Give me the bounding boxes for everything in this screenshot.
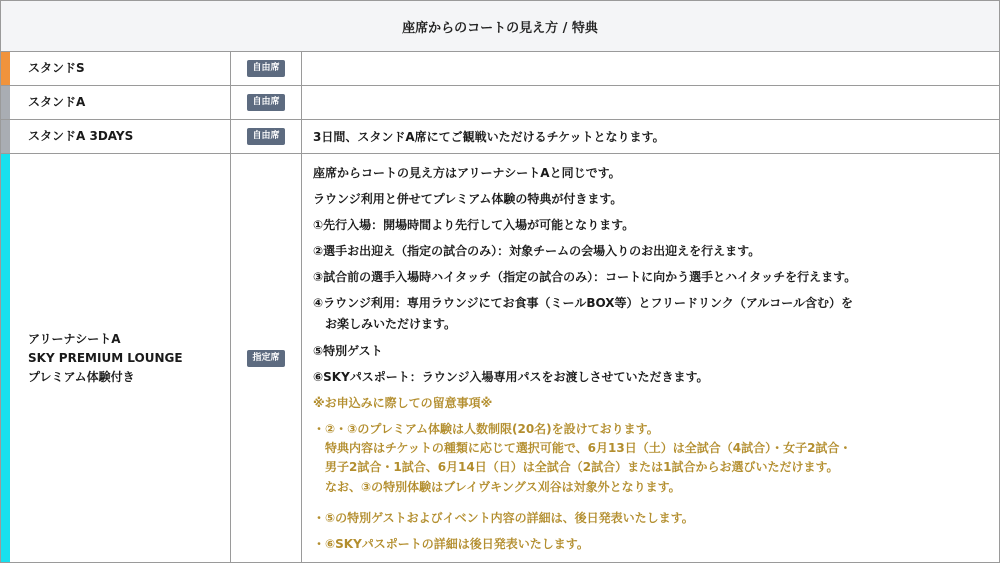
table-header: [1, 1, 999, 52]
seat-type-cell: [231, 120, 302, 153]
table-row-stand-a-3days: [1, 120, 999, 154]
benefit-line: ④ラウンジ利用：専用ラウンジにてお食事（ミールBOX等）とフリードリンク（アルコール含む）を: [313, 296, 854, 310]
row-accent-bar: [1, 86, 10, 119]
table-title: 座席からのコートの見え方 / 特典: [402, 20, 598, 36]
seat-type-badge: 自由席: [247, 94, 284, 111]
seat-description: [302, 86, 999, 119]
seat-name: スタンドS: [10, 52, 231, 85]
table-row-stand-s: [1, 52, 999, 86]
seat-type-cell: [231, 52, 302, 85]
benefit-line: 座席からコートの見え方はアリーナシートAと同じです。: [313, 166, 621, 180]
seat-description: [302, 154, 999, 562]
note-line: 男子2試合・1試合、6月14日（日）は全試合（2試合）または1試合からお選びいただけます。: [313, 460, 839, 474]
note-line: なお、③の特別体験はブレイヴキングス刈谷は対象外となります。: [313, 480, 681, 494]
benefit-line: ①先行入場：開場時間より先行して入場が可能となります。: [313, 218, 635, 232]
seat-name: スタンドA 3DAYS: [10, 120, 231, 153]
note-line: ・⑥SKYパスポートの詳細は後日発表いたします。: [313, 537, 589, 551]
table-row-arena-sky-premium: [1, 154, 999, 562]
benefit-line: ③試合前の選手入場時ハイタッチ（指定の試合のみ）：コートに向かう選手とハイタッチを行えます。: [313, 270, 857, 284]
benefit-line: ラウンジ利用と併せてプレミアム体験の特典が付きます。: [313, 192, 623, 206]
seat-type-cell: [231, 154, 302, 562]
note-line: ・⑤の特別ゲストおよびイベント内容の詳細は、後日発表いたします。: [313, 511, 694, 525]
row-accent-bar: [1, 154, 10, 562]
seat-type-badge: 指定席: [247, 350, 284, 367]
note-line: ・②・③のプレミアム体験は人数制限(20名)を設けております。: [313, 422, 659, 436]
row-accent-bar: [1, 52, 10, 85]
seat-name: スタンドA: [10, 86, 231, 119]
benefit-line: ②選手お出迎え（指定の試合のみ）：対象チームの会場入りのお出迎えを行えます。: [313, 244, 761, 258]
benefit-line: お楽しみいただけます。: [313, 317, 457, 331]
seat-type-badge: 自由席: [247, 60, 284, 77]
notes-heading: ※お申込みに際しての留意事項※: [313, 396, 493, 410]
seat-description: 3日間、スタンドA席にてご観戦いただけるチケットとなります。: [313, 130, 665, 144]
seat-type-badge: 自由席: [247, 128, 284, 145]
benefit-line: ⑤特別ゲスト: [313, 344, 383, 358]
seat-type-cell: [231, 86, 302, 119]
benefit-line: ⑥SKYパスポート：ラウンジ入場専用パスをお渡しさせていただきます。: [313, 370, 709, 384]
table-row-stand-a: [1, 86, 999, 120]
seat-description: [302, 52, 999, 85]
note-line: 特典内容はチケットの種類に応じて選択可能で、6月13日（土）は全試合（4試合）・女子2試合・: [313, 441, 852, 455]
seat-name: アリーナシートA SKY PREMIUM LOUNGE プレミアム体験付き: [10, 154, 231, 562]
row-accent-bar: [1, 120, 10, 153]
